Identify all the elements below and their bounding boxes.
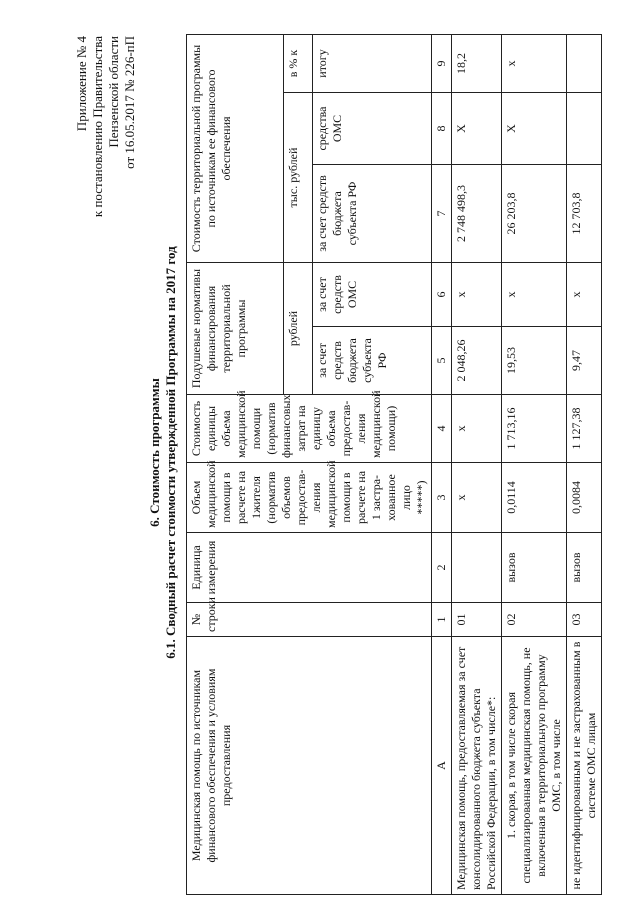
column-number: 1 — [432, 603, 452, 637]
column-number: 3 — [432, 463, 452, 533]
row-cost-budget: 26 203,8 — [502, 165, 567, 263]
header-group-cost — [187, 35, 284, 263]
table-row — [452, 35, 502, 895]
row-cost-budget: 12 703,8 — [567, 165, 602, 263]
row-label: не идентифицированным и не застрахованным в системе ОМС лицам — [567, 637, 602, 895]
row-number: 02 — [502, 603, 567, 637]
section-title: 6. Стоимость программы — [147, 378, 162, 527]
column-number: 9 — [432, 35, 452, 93]
column-number: 8 — [432, 93, 452, 165]
header-col-cost: Стоимость единицы объема медицинской помощи (норматив финансовых затрат на единицу объема предостав-ления медицинской помощи) — [187, 395, 432, 463]
row-cost-budget: 2 748 498,3 — [452, 165, 502, 263]
row-cost: 1 713,16 — [502, 395, 567, 463]
cost-table — [186, 34, 602, 895]
table-row — [567, 35, 602, 895]
header-col6: за счет средств ОМС — [313, 263, 432, 327]
row-cost-oms: Х — [502, 93, 567, 165]
header-col-unit: Единица измерения — [187, 533, 432, 603]
row-cost-oms: Х — [452, 93, 502, 165]
column-number: А — [432, 637, 452, 895]
row-cost-oms — [567, 93, 602, 165]
row-pct: х — [502, 35, 567, 93]
column-number-row — [432, 35, 452, 895]
header-norm-unit: рублей — [283, 263, 313, 395]
row-number: 01 — [452, 603, 502, 637]
header-col9: итогу — [313, 35, 432, 93]
column-number: 4 — [432, 395, 452, 463]
row-number: 03 — [567, 603, 602, 637]
row-pct: 18,2 — [452, 35, 502, 93]
header-col-volume: Объем медицинской помощи в расчете на 1жителя (норматив объемов предостав-ления медицинской помощи в расчете на 1 застра-хованное лицо *****) — [187, 463, 432, 533]
appendix-line: к постановлению Правительства — [90, 36, 105, 218]
row-cost: 1 127,38 — [567, 395, 602, 463]
header-cost-unit: тыс. рублей — [283, 93, 313, 263]
section-subtitle: 6.1. Сводный расчет стоимости утвержденной Программы на 2017 год — [163, 246, 178, 659]
table-row — [502, 35, 567, 895]
row-cost: х — [452, 395, 502, 463]
row-label: 1. скорая, в том числе скорая специализированная медицинская помощь, не включенная в территориальную программу ОМС, в том числе — [502, 637, 567, 895]
row-unit: вызов — [567, 533, 602, 603]
row-norm-budget: 19,53 — [502, 327, 567, 395]
row-norm-budget: 2 048,26 — [452, 327, 502, 395]
header-col8: средства ОМС — [313, 93, 432, 165]
row-volume: х — [452, 463, 502, 533]
row-norm-oms: х — [502, 263, 567, 327]
column-number: 2 — [432, 533, 452, 603]
row-volume: 0,0084 — [567, 463, 602, 533]
appendix-line: от 16.05.2017 № 226-пП — [122, 36, 137, 169]
header-col5: за счет средств бюджета субъекта РФ — [313, 327, 432, 395]
column-number: 5 — [432, 327, 452, 395]
row-volume: 0,0114 — [502, 463, 567, 533]
header-group-norm-title: Подушевые нормативы финансирования территориальной программы — [189, 268, 248, 389]
row-unit — [452, 533, 502, 603]
header-col7: за счет средств бюджета субъекта РФ — [313, 165, 432, 263]
header-col9-top: в % к — [283, 35, 313, 93]
column-number: 6 — [432, 263, 452, 327]
row-unit: вызов — [502, 533, 567, 603]
appendix-line: Приложение № 4 — [74, 36, 89, 132]
row-label: Медицинская помощь, предоставляемая за счет консолидированного бюджета субъекта Российской Федерации, в том числе*: — [452, 637, 502, 895]
row-pct — [567, 35, 602, 93]
appendix-header — [74, 36, 138, 416]
row-norm-budget: 9,47 — [567, 327, 602, 395]
column-number: 7 — [432, 165, 452, 263]
header-group-cost-title: Стоимость территориальной программы по источникам ее финансового обеспечения — [189, 44, 233, 253]
header-col-a: Медицинская помощь по источникам финансового обеспечения и условиям предоставления — [187, 637, 432, 895]
header-col-num: № строки — [187, 603, 432, 637]
appendix-line: Пензенской области — [106, 36, 121, 148]
row-norm-oms: х — [567, 263, 602, 327]
header-group-norm — [187, 263, 284, 395]
row-norm-oms: х — [452, 263, 502, 327]
header-row-1 — [187, 35, 284, 895]
